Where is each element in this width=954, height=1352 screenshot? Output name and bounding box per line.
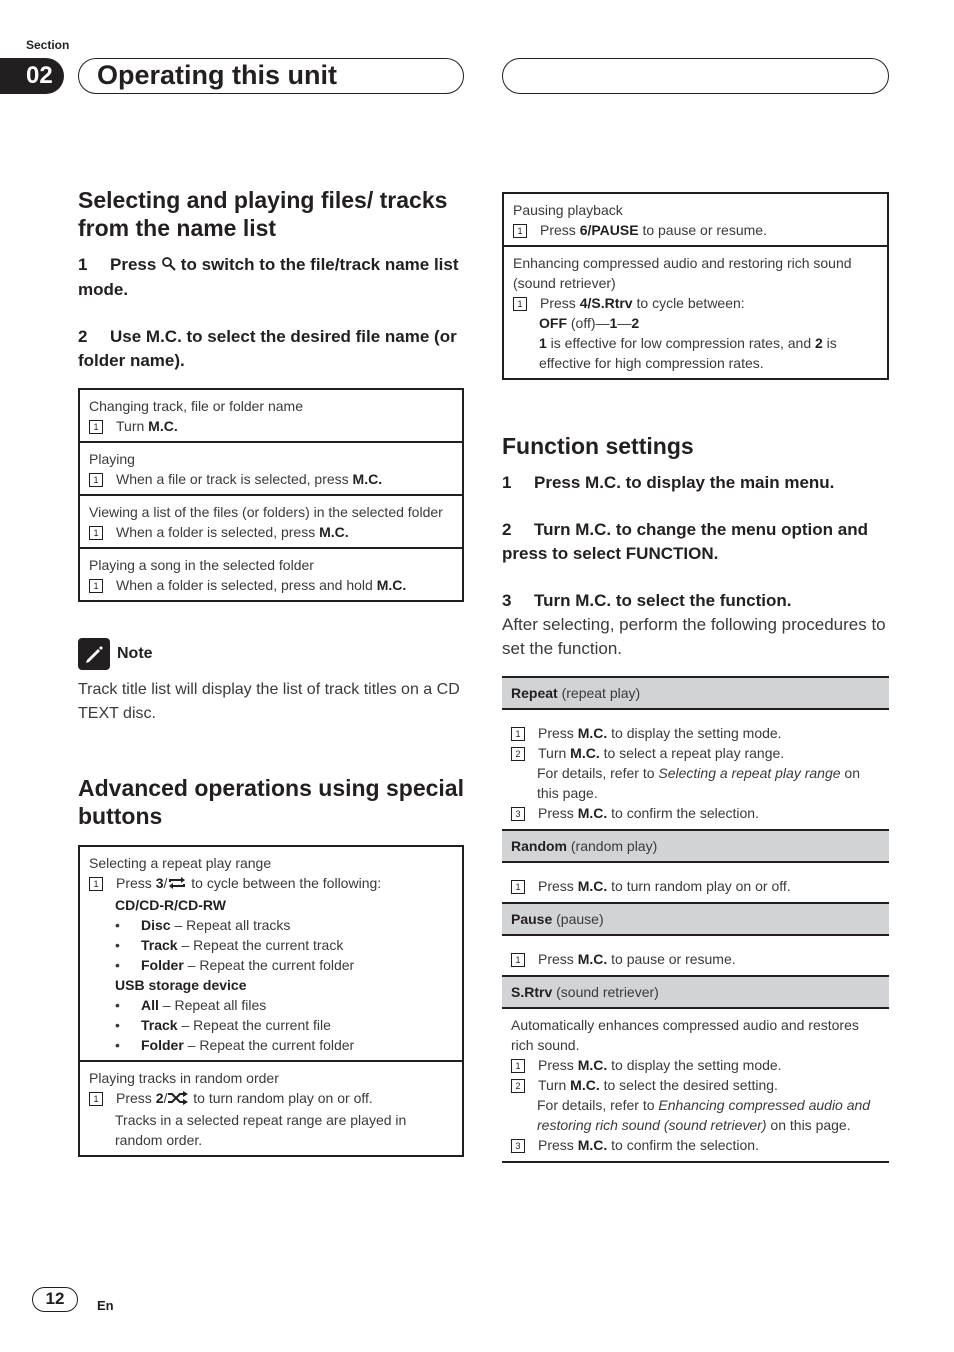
list-item: • Folder – Repeat the current folder [115, 1037, 355, 1053]
heading-name-list: Selecting and playing files/ tracks from the name list [78, 187, 448, 241]
special-buttons-table [78, 845, 464, 1157]
page-number: 12 [32, 1287, 78, 1312]
language-label: En [97, 1298, 114, 1313]
left-column [78, 186, 464, 1157]
step-1-function: 1 Press M.C. to display the main menu. [502, 473, 835, 492]
step-marker-icon: 2 [511, 1079, 525, 1093]
step-1-name-list: 1 Press to switch to the file/track name list mode. [78, 255, 459, 299]
heading-function-settings: Function settings [502, 433, 694, 459]
list-item: • All – Repeat all files [115, 997, 267, 1013]
note-text: Track title list will display the list of track titles on a CD TEXT disc. [78, 681, 460, 722]
table-row: Enhancing compressed audio and restoring rich sound (sound retriever) 1 Press 4/S.Rtrv to cycle between: OFF (off)—1—2 1 is effective for low compression rates, and 2 is effective for high compression rates. [504, 245, 887, 378]
function-header-repeat: Repeat (repeat play) [502, 676, 889, 710]
heading-special-buttons: Advanced operations using special buttons [78, 775, 464, 829]
page-title: Operating this unit [78, 58, 464, 94]
function-body-pause: 1 Press M.C. to pause or resume. [502, 936, 889, 975]
table-row: Playing 1 When a file or track is selected, press M.C. [80, 441, 462, 494]
list-item: • Track – Repeat the current file [115, 1017, 331, 1033]
table-row: Selecting a repeat play range 1 Press 3/ to cycle between the following: CD/CD-R/CD-RW • Disc – Repeat all tracks • Track – Repeat the current track • Folder – Repeat the current folder USB storage device • All – Repeat all files • Track – Repeat the current file • Folder – Repeat the current folder [80, 847, 462, 1060]
step-marker-icon: 3 [511, 1139, 525, 1153]
section-number-tab: 02 [0, 58, 64, 94]
section-label: Section [26, 38, 70, 52]
note-header [78, 638, 464, 670]
step-marker-icon: 1 [89, 1092, 103, 1106]
step-marker-icon: 1 [89, 473, 103, 487]
table-row: Playing tracks in random order 1 Press 2/ to turn random play on or off. Tracks in a selected repeat range are played in random order. [80, 1060, 462, 1155]
step-marker-icon: 1 [513, 224, 527, 238]
table-row: Playing a song in the selected folder 1 When a folder is selected, press and hold M.C. [80, 547, 462, 600]
list-item: • Track – Repeat the current track [115, 937, 344, 953]
function-body-srtrv: Automatically enhances compressed audio and restores rich sound. 1 Press M.C. to display the setting mode. 2 Turn M.C. to select the desired setting. For details, refer to Enhancing compressed audio and restoring rich sound (sound retriever) on this page. 3 Press M.C. to confirm the selection. [511, 1017, 871, 1153]
function-header-srtrv: S.Rtrv (sound retriever) [502, 975, 889, 1009]
step-marker-icon: 1 [89, 526, 103, 540]
step-3-function: 3 Turn M.C. to select the function. [502, 591, 792, 610]
function-header-pause: Pause (pause) [502, 902, 889, 936]
step-marker-icon: 2 [511, 747, 525, 761]
step-marker-icon: 3 [511, 807, 525, 821]
function-body-repeat: 1 Press M.C. to display the setting mode. 2 Turn M.C. to select a repeat play range. For details, refer to Selecting a repeat play range on this page. 3 Press M.C. to confirm the selection. [502, 710, 889, 829]
step-marker-icon: 1 [511, 953, 525, 967]
step-marker-icon: 1 [89, 579, 103, 593]
step-marker-icon: 1 [89, 877, 103, 891]
right-column [502, 192, 889, 1163]
shuffle-icon [167, 1090, 189, 1110]
name-list-table [78, 388, 464, 602]
list-item: • Folder – Repeat the current folder [115, 957, 355, 973]
pencil-icon [78, 638, 110, 670]
step-2-name-list: 2 Use M.C. to select the desired file name (or folder name). [78, 327, 457, 370]
function-table [502, 676, 889, 1163]
repeat-icon [167, 875, 187, 895]
list-item: • Disc – Repeat all tracks [115, 917, 291, 933]
function-header-random: Random (random play) [502, 829, 889, 863]
table-row: Viewing a list of the files (or folders) in the selected folder 1 When a folder is selected, press M.C. [80, 494, 462, 547]
playback-table [502, 192, 889, 380]
step-marker-icon: 1 [513, 297, 527, 311]
after-selecting-text: After selecting, perform the following procedures to set the function. [502, 615, 886, 658]
table-row: Changing track, file or folder name 1 Turn M.C. [89, 398, 303, 434]
step-marker-icon: 1 [511, 727, 525, 741]
step-2-function: 2 Turn M.C. to change the menu option and press to select FUNCTION. [502, 520, 868, 563]
header-right-frame [502, 58, 889, 94]
step-marker-icon: 1 [511, 1059, 525, 1073]
note-title: Note [117, 645, 153, 662]
table-row: Pausing playback 1 Press 6/PAUSE to pause or resume. [513, 202, 767, 238]
search-icon [161, 254, 176, 278]
function-body-random: 1 Press M.C. to turn random play on or off. [502, 863, 889, 902]
step-marker-icon: 1 [89, 420, 103, 434]
step-marker-icon: 1 [511, 880, 525, 894]
